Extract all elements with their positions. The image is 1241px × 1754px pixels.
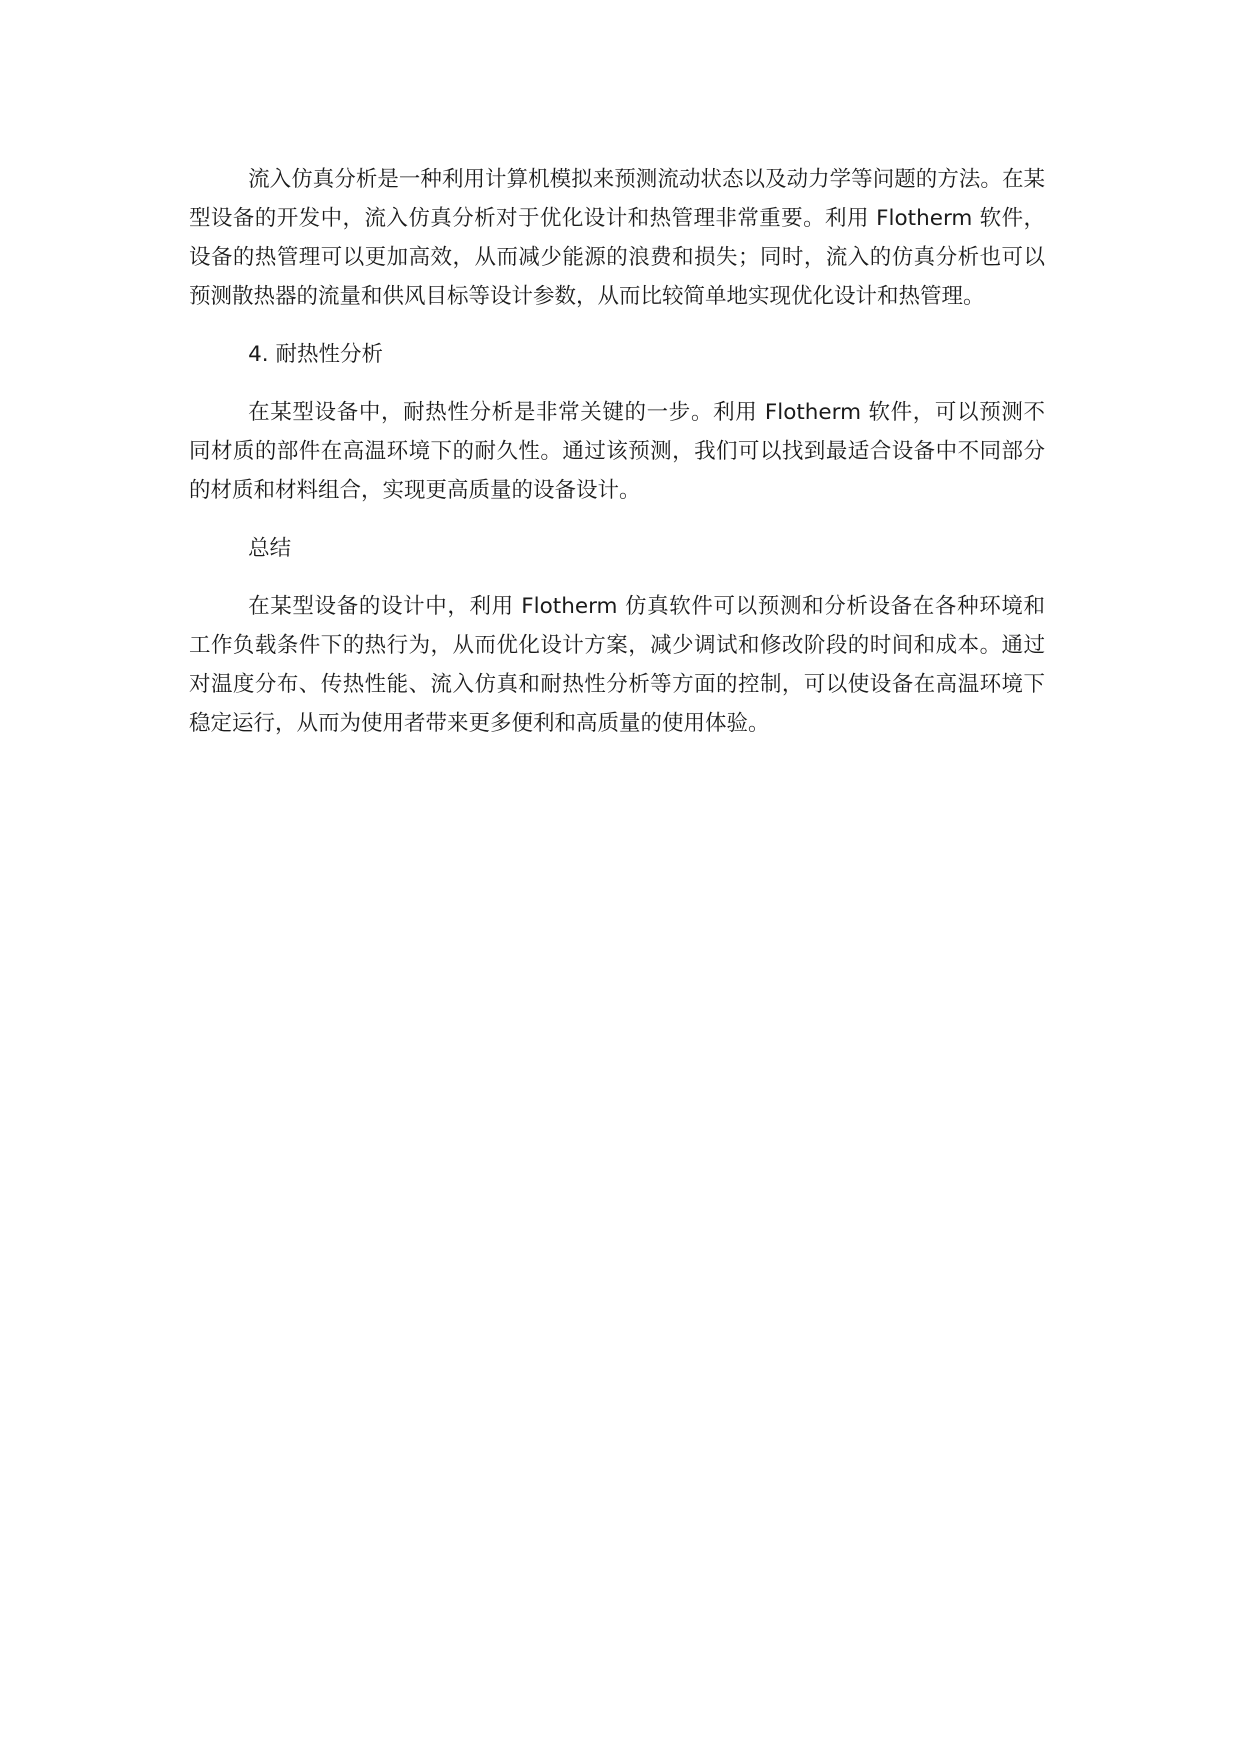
document-body bbox=[189, 160, 1045, 762]
paragraph-flow-simulation: 流入仿真分析是一种利用计算机模拟来预测流动状态以及动力学等问题的方法。在某型设备的开发中，流入仿真分析对于优化设计和热管理非常重要。利用 Flotherm 软件，设备的热管理可以更加高效，从而减少能源的浪费和损失；同时，流入的仿真分析也可以预测散热器的流量和供风目标等设计参数，从而比较简单地实现优化设计和热管理。 bbox=[189, 167, 1045, 309]
paragraph-heat-resistance: 在某型设备中，耐热性分析是非常关键的一步。利用 Flotherm 软件，可以预测不同材质的部件在高温环境下的耐久性。通过该预测，我们可以找到最适合设备中不同部分的材质和材料组合，实现更高质量的设备设计。 bbox=[189, 400, 1045, 503]
paragraph-summary: 在某型设备的设计中，利用 Flotherm 仿真软件可以预测和分析设备在各种环境和工作负载条件下的热行为，从而优化设计方案，减少调试和修改阶段的时间和成本。通过对温度分布、传热性能、流入仿真和耐热性分析等方面的控制，可以使设备在高温环境下稳定运行，从而为使用者带来更多便利和高质量的使用体验。 bbox=[189, 594, 1045, 736]
section-heading-heat-resistance: 4. 耐热性分析 bbox=[248, 342, 383, 367]
section-heading-summary: 总结 bbox=[248, 536, 292, 561]
